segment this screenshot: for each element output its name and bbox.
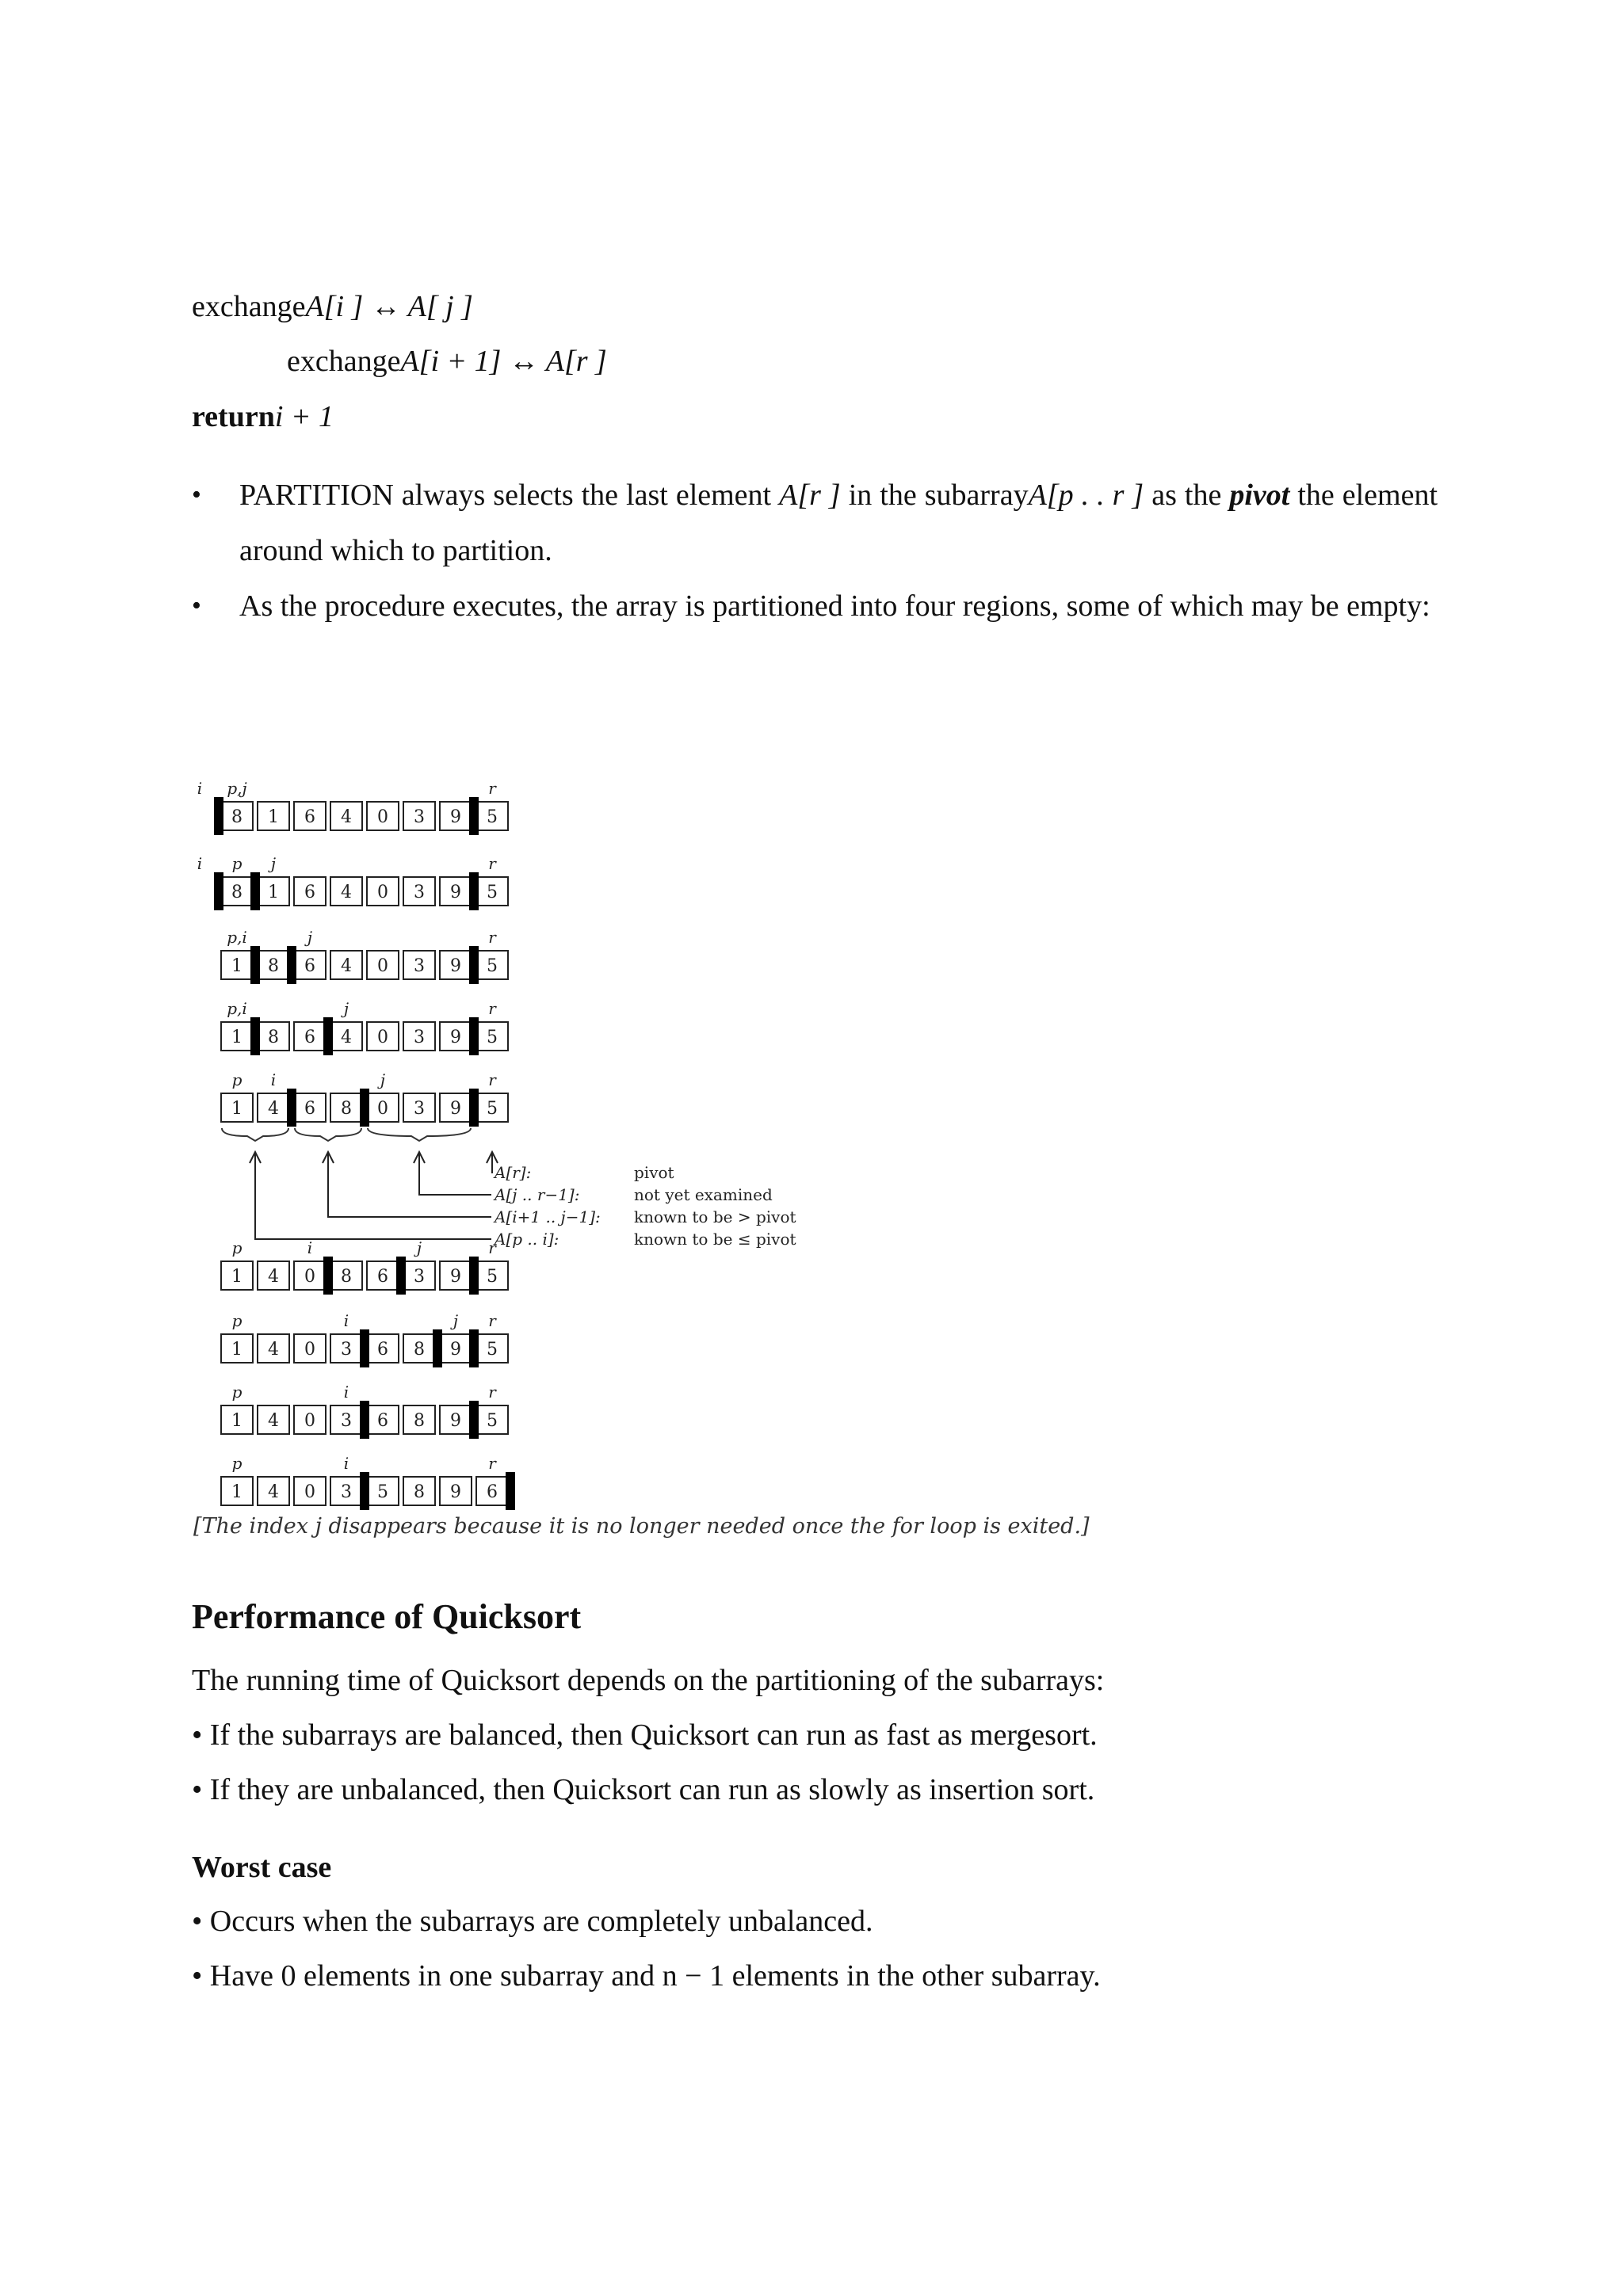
- code-keyword: exchange: [192, 290, 306, 323]
- cell-value: 3: [341, 1340, 352, 1360]
- cell-value: 1: [231, 1267, 242, 1287]
- index-label: p: [231, 1311, 242, 1330]
- index-label: p,j: [227, 779, 247, 798]
- cell-value: 1: [268, 807, 279, 827]
- cell-value: 9: [450, 1099, 461, 1119]
- index-label: i: [307, 1238, 313, 1257]
- bullet-text: in the subarray: [840, 479, 1029, 512]
- index-label: r: [488, 1454, 496, 1473]
- cell-value: 0: [377, 807, 388, 827]
- cell-value: 6: [377, 1411, 388, 1431]
- region-divider: [250, 1017, 260, 1055]
- code-line-exchange-ij: [192, 288, 473, 325]
- cell-value: 4: [341, 1028, 352, 1047]
- cell-value: 0: [304, 1411, 315, 1431]
- region-divider: [469, 1401, 479, 1439]
- index-label: p,i: [227, 928, 247, 947]
- region-divider: [469, 1089, 479, 1127]
- index-label: j: [380, 1070, 386, 1089]
- cell-value: 6: [304, 883, 315, 902]
- legend-name: A[r]:: [495, 1163, 532, 1182]
- code-line-return: [192, 399, 334, 435]
- index-label: p: [231, 1070, 242, 1089]
- region-divider: [287, 946, 296, 984]
- bullet-math: A[r ]: [779, 479, 841, 512]
- cell-value: 5: [487, 1099, 498, 1119]
- cell-value: 1: [231, 1028, 242, 1047]
- worst-case-heading: Worst case: [192, 1851, 332, 1884]
- code-line-exchange-pivot: [287, 343, 607, 379]
- cell-value: 8: [414, 1340, 425, 1360]
- cell-value: 6: [377, 1340, 388, 1360]
- cell-value: 4: [341, 883, 352, 902]
- index-label: j: [453, 1311, 459, 1330]
- index-label: p: [231, 1383, 242, 1402]
- cell-value: 9: [450, 1267, 461, 1287]
- cell-value: 0: [377, 956, 388, 976]
- cell-value: 9: [450, 1411, 461, 1431]
- cell-value: 4: [268, 1099, 279, 1119]
- cell-value: 9: [450, 1482, 461, 1502]
- cell-value: 8: [414, 1482, 425, 1502]
- index-label: p: [231, 1238, 242, 1257]
- cell-value: 4: [268, 1267, 279, 1287]
- cell-value: 5: [487, 1028, 498, 1047]
- bullet-item-pivot: [192, 467, 1438, 578]
- index-label: r: [488, 1238, 496, 1257]
- cell-value: 3: [414, 1028, 425, 1047]
- cell-value: 9: [450, 1028, 461, 1047]
- index-label: j: [343, 999, 349, 1018]
- cell-value: 1: [231, 1340, 242, 1360]
- cell-value: 4: [268, 1482, 279, 1502]
- region-divider: [506, 1472, 515, 1510]
- cell-value: 3: [414, 807, 425, 827]
- index-label: j: [307, 928, 313, 947]
- leader-line: [328, 1152, 491, 1217]
- worst-item-1: • Occurs when the subarrays are completely unbalanced.: [192, 1905, 873, 1938]
- index-label: r: [488, 1383, 496, 1402]
- index-label: i: [343, 1454, 349, 1473]
- index-label: j: [416, 1238, 422, 1257]
- cell-value: 3: [414, 1267, 425, 1287]
- cell-value: 6: [304, 807, 315, 827]
- index-label: r: [488, 854, 496, 873]
- region-divider: [323, 1257, 333, 1295]
- region-divider: [469, 797, 479, 835]
- return-keyword: return: [192, 400, 275, 433]
- bullet-emphasis: pivot: [1229, 479, 1290, 512]
- index-label: i: [343, 1383, 349, 1402]
- cell-value: 0: [304, 1340, 315, 1360]
- code-keyword: exchange: [287, 345, 401, 378]
- cell-value: 0: [377, 1028, 388, 1047]
- bullet-text: the element around which to partition.: [239, 479, 1438, 567]
- bullet-math: A[p . . r ]: [1028, 479, 1144, 512]
- bullet-item-regions: [192, 578, 1438, 634]
- cell-value: 1: [231, 1482, 242, 1502]
- cell-value: 8: [341, 1267, 352, 1287]
- figure-caption: [The index j disappears because it is no longer needed once the for loop is exited.]: [193, 1514, 1090, 1539]
- index-label: r: [488, 999, 496, 1018]
- cell-value: 6: [487, 1482, 498, 1502]
- cell-value: 9: [450, 807, 461, 827]
- region-divider: [469, 872, 479, 910]
- index-label: r: [488, 779, 496, 798]
- region-divider: [250, 946, 260, 984]
- region-divider: [469, 1257, 479, 1295]
- region-divider: [469, 1017, 479, 1055]
- cell-value: 0: [304, 1267, 315, 1287]
- cell-value: 3: [414, 883, 425, 902]
- cell-value: 5: [377, 1482, 388, 1502]
- cell-value: 9: [450, 956, 461, 976]
- region-brace: [295, 1128, 361, 1141]
- cell-value: 8: [341, 1099, 352, 1119]
- region-divider: [433, 1329, 442, 1367]
- section-intro: The running time of Quicksort depends on the partitioning of the subarrays:: [192, 1664, 1105, 1697]
- legend-name: A[p .. i]:: [495, 1230, 559, 1249]
- cell-value: 5: [487, 1267, 498, 1287]
- partition-diagram: [190, 753, 1141, 1545]
- region-divider: [396, 1257, 406, 1295]
- cell-value: 9: [450, 883, 461, 902]
- bullet-text: As the procedure executes, the array is partitioned into four regions, some of which may be empty:: [239, 589, 1430, 623]
- index-label: i: [197, 779, 203, 798]
- legend-description: known to be > pivot: [634, 1207, 796, 1226]
- code-expression: i + 1: [274, 400, 334, 433]
- region-divider: [360, 1472, 369, 1510]
- cell-value: 6: [304, 1099, 315, 1119]
- index-label: j: [270, 854, 277, 873]
- region-divider: [214, 797, 223, 835]
- region-brace: [222, 1128, 288, 1141]
- cell-value: 5: [487, 1340, 498, 1360]
- index-label: r: [488, 928, 496, 947]
- region-divider: [469, 946, 479, 984]
- bullet-dot: •: [192, 480, 201, 509]
- cell-value: 1: [231, 1411, 242, 1431]
- bullet-text: as the: [1144, 479, 1230, 512]
- region-divider: [360, 1089, 369, 1127]
- region-divider: [323, 1017, 333, 1055]
- region-brace: [368, 1128, 471, 1141]
- cell-value: 0: [377, 883, 388, 902]
- legend-name: A[i+1 .. j−1]:: [495, 1207, 601, 1226]
- worst-item-2-text: • Have 0 elements in one subarray and n − 1 elements in the other subarray.: [192, 1959, 1101, 1993]
- cell-value: 5: [487, 956, 498, 976]
- cell-value: 1: [268, 883, 279, 902]
- cell-value: 5: [487, 1411, 498, 1431]
- region-divider: [360, 1401, 369, 1439]
- code-expression: A[i ] ↔ A[ j ]: [305, 290, 473, 323]
- cell-value: 8: [414, 1411, 425, 1431]
- cell-value: 1: [231, 956, 242, 976]
- region-divider: [250, 872, 260, 910]
- leader-line: [419, 1152, 491, 1195]
- cell-value: 4: [268, 1340, 279, 1360]
- legend-name: A[j .. r−1]:: [495, 1185, 580, 1204]
- section-item-balanced: • If the subarrays are balanced, then Quicksort can run as fast as mergesort.: [192, 1718, 1098, 1752]
- legend-description: pivot: [634, 1163, 674, 1182]
- cell-value: 1: [231, 1099, 242, 1119]
- cell-value: 9: [450, 1340, 461, 1360]
- cell-value: 4: [341, 807, 352, 827]
- cell-value: 3: [414, 1099, 425, 1119]
- cell-value: 5: [487, 807, 498, 827]
- bullet-dot: •: [192, 591, 201, 620]
- legend-description: known to be ≤ pivot: [634, 1230, 796, 1249]
- region-divider: [469, 1329, 479, 1367]
- index-label: p,i: [227, 999, 247, 1018]
- index-label: i: [270, 1070, 277, 1089]
- cell-value: 8: [268, 956, 279, 976]
- cell-value: 6: [377, 1267, 388, 1287]
- region-divider: [360, 1329, 369, 1367]
- cell-value: 6: [304, 1028, 315, 1047]
- legend-description: not yet examined: [634, 1185, 773, 1204]
- cell-value: 3: [414, 956, 425, 976]
- index-label: p: [231, 1454, 242, 1473]
- cell-value: 4: [341, 956, 352, 976]
- cell-value: 6: [304, 956, 315, 976]
- region-divider: [214, 872, 223, 910]
- cell-value: 0: [377, 1099, 388, 1119]
- cell-value: 8: [231, 807, 242, 827]
- section-heading: Performance of Quicksort: [192, 1597, 582, 1636]
- index-label: i: [197, 854, 203, 873]
- index-label: p: [231, 854, 242, 873]
- bullet-text: PARTITION always selects the last element: [239, 479, 780, 512]
- index-label: i: [343, 1311, 349, 1330]
- cell-value: 8: [231, 883, 242, 902]
- cell-value: 8: [268, 1028, 279, 1047]
- cell-value: 3: [341, 1411, 352, 1431]
- region-divider: [287, 1089, 296, 1127]
- partition-figure: [190, 753, 1141, 1545]
- cell-value: 4: [268, 1411, 279, 1431]
- cell-value: 3: [341, 1482, 352, 1502]
- worst-item-2: [192, 1958, 1101, 1994]
- section-item-unbalanced: • If they are unbalanced, then Quicksort can run as slowly as insertion sort.: [192, 1773, 1095, 1806]
- bullet-list: [192, 467, 1438, 634]
- index-label: r: [488, 1070, 496, 1089]
- cell-value: 5: [487, 883, 498, 902]
- index-label: r: [488, 1311, 496, 1330]
- code-expression: A[i + 1] ↔ A[r ]: [400, 345, 607, 378]
- cell-value: 0: [304, 1482, 315, 1502]
